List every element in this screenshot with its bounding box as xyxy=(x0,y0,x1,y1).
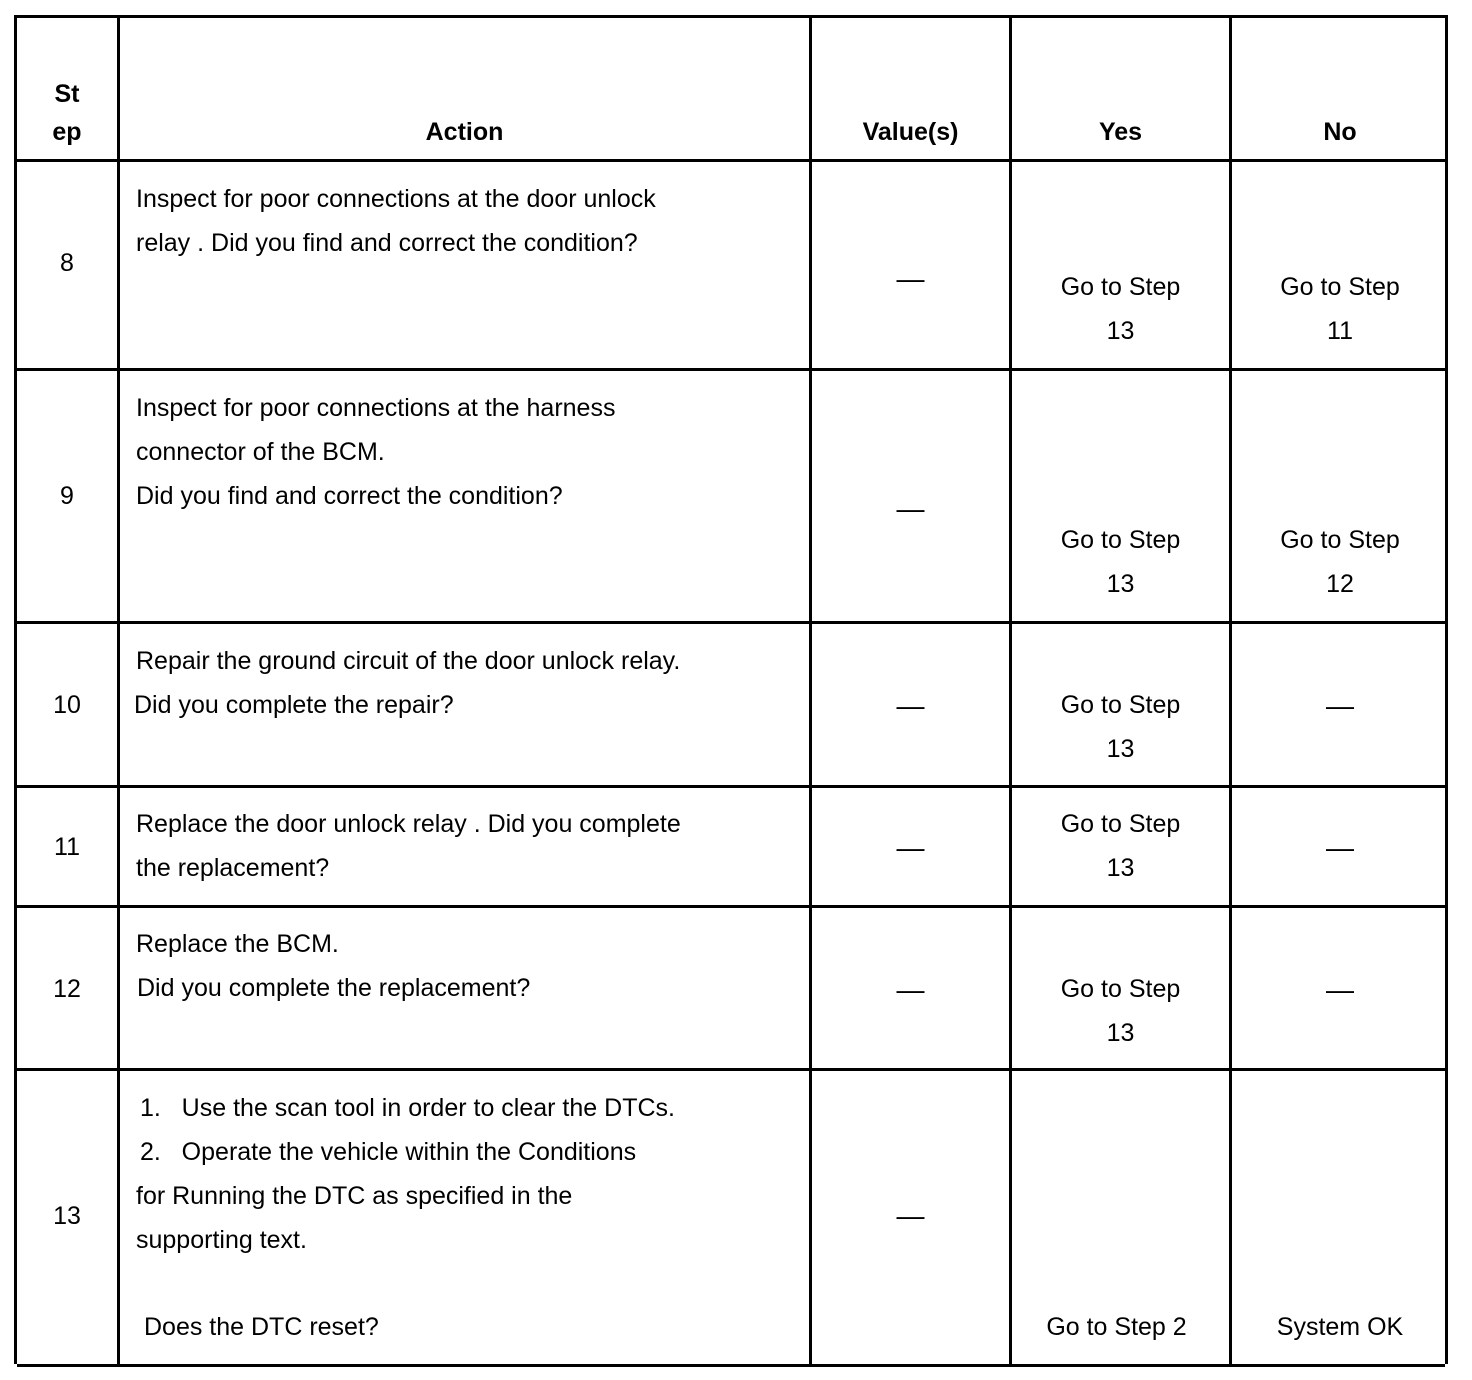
value-cell xyxy=(812,905,1012,1068)
yes-cell xyxy=(1012,621,1232,785)
header-values-cell xyxy=(812,18,1012,159)
step-cell xyxy=(17,785,120,905)
no-cell xyxy=(1232,368,1448,621)
action-line: Repair the ground circuit of the door unlock relay. xyxy=(136,647,681,675)
header-no: No xyxy=(1323,118,1357,146)
action-line: connector of the BCM. xyxy=(136,438,385,466)
action-line: Did you find and correct the condition? xyxy=(136,482,563,510)
step-number: 13 xyxy=(53,1202,81,1230)
value-dash: — xyxy=(896,690,925,721)
action-cell xyxy=(120,368,812,621)
value-dash: — xyxy=(896,263,925,294)
value-cell xyxy=(812,1068,1012,1364)
yes-cell xyxy=(1012,1068,1232,1364)
action-line: for Running the DTC as specified in the xyxy=(136,1182,573,1210)
yes-goto xyxy=(1012,683,1229,771)
action-line: Did you complete the replacement? xyxy=(137,974,531,1002)
step-cell xyxy=(17,368,120,621)
yes-goto-step: 13 xyxy=(1106,1019,1135,1047)
yes-goto: Go to Step 2 xyxy=(1046,1313,1187,1341)
value-dash: — xyxy=(896,974,925,1005)
action-line: Inspect for poor connections at the door unlock xyxy=(136,185,656,213)
action-question: Does the DTC reset? xyxy=(144,1313,379,1341)
action-cell xyxy=(120,785,812,905)
header-no-cell xyxy=(1232,18,1448,159)
table-row xyxy=(17,368,1445,624)
yes-goto xyxy=(1012,802,1229,890)
header-action-cell xyxy=(120,18,812,159)
table-row xyxy=(17,621,1445,788)
value-cell xyxy=(812,368,1012,621)
no-goto-step: 11 xyxy=(1327,317,1353,345)
header-yes-cell xyxy=(1012,18,1232,159)
header-yes: Yes xyxy=(1098,118,1143,146)
yes-goto-label: Go to Step xyxy=(1060,526,1181,554)
yes-goto-step: 13 xyxy=(1106,570,1135,598)
yes-cell xyxy=(1012,785,1232,905)
action-text xyxy=(136,177,656,265)
header-row xyxy=(17,18,1445,162)
step-number: 9 xyxy=(60,482,74,510)
no-cell xyxy=(1232,621,1448,785)
yes-cell xyxy=(1012,159,1232,368)
action-text xyxy=(136,386,615,518)
table-row xyxy=(17,905,1445,1071)
action-line: Did you complete the repair? xyxy=(134,691,454,719)
yes-cell xyxy=(1012,905,1232,1068)
action-line: relay . Did you find and correct the condition? xyxy=(136,229,638,257)
action-cell xyxy=(120,1068,812,1364)
yes-cell xyxy=(1012,368,1232,621)
action-line: Inspect for poor connections at the harness xyxy=(136,394,616,422)
header-step-line2: ep xyxy=(52,118,82,146)
yes-goto-label: Go to Step xyxy=(1060,691,1181,719)
action-line: supporting text. xyxy=(136,1226,307,1254)
yes-goto-step: 13 xyxy=(1106,854,1135,882)
yes-goto-step: 13 xyxy=(1106,735,1135,763)
action-text xyxy=(136,922,530,1010)
no-cell xyxy=(1232,785,1448,905)
step-number: 11 xyxy=(54,833,80,861)
yes-goto xyxy=(1012,265,1229,353)
action-line: 1. Use the scan tool in order to clear the DTCs. xyxy=(140,1094,675,1122)
no-goto-step: 12 xyxy=(1326,570,1354,598)
step-cell xyxy=(17,905,120,1068)
header-values: Value(s) xyxy=(862,118,959,146)
action-cell xyxy=(120,621,812,785)
action-text xyxy=(136,1086,675,1262)
value-cell xyxy=(812,159,1012,368)
action-cell xyxy=(120,905,812,1068)
yes-goto xyxy=(1012,518,1229,606)
no-goto xyxy=(1232,265,1448,353)
header-step-cell xyxy=(17,18,120,159)
no-goto-label: Go to Step xyxy=(1280,526,1400,554)
action-text xyxy=(136,802,681,890)
action-text xyxy=(134,639,680,727)
header-action: Action xyxy=(425,118,504,146)
no-cell xyxy=(1232,159,1448,368)
no-dash: — xyxy=(1326,690,1354,721)
step-cell xyxy=(17,159,120,368)
yes-goto-label: Go to Step xyxy=(1060,975,1181,1003)
action-line: Replace the BCM. xyxy=(136,930,339,958)
step-cell xyxy=(17,1068,120,1364)
step-cell xyxy=(17,621,120,785)
value-dash: — xyxy=(896,1200,925,1231)
action-line: Replace the door unlock relay . Did you complete xyxy=(136,810,681,838)
header-step-line1: St xyxy=(54,80,80,108)
no-goto xyxy=(1232,518,1448,606)
diagnostic-table xyxy=(14,15,1448,1364)
yes-goto-label: Go to Step xyxy=(1060,273,1181,301)
header-step xyxy=(17,75,117,151)
no-goto-label: Go to Step xyxy=(1280,273,1400,301)
yes-goto-label: Go to Step xyxy=(1060,810,1181,838)
no-dash: — xyxy=(1326,974,1354,1005)
table-row xyxy=(17,1068,1445,1367)
value-dash: — xyxy=(896,832,925,863)
no-dash: — xyxy=(1326,832,1354,863)
step-number: 8 xyxy=(60,249,74,277)
action-cell xyxy=(120,159,812,368)
step-number: 10 xyxy=(53,691,81,719)
table-row xyxy=(17,785,1445,908)
value-dash: — xyxy=(896,493,925,524)
no-result: System OK xyxy=(1276,1313,1404,1341)
yes-goto xyxy=(1012,967,1229,1055)
yes-goto-step: 13 xyxy=(1106,317,1135,345)
no-cell xyxy=(1232,905,1448,1068)
no-cell xyxy=(1232,1068,1448,1364)
value-cell xyxy=(812,785,1012,905)
step-number: 12 xyxy=(53,975,81,1003)
action-line: 2. Operate the vehicle within the Conditions xyxy=(140,1138,637,1166)
value-cell xyxy=(812,621,1012,785)
action-line: the replacement? xyxy=(136,854,330,882)
table-row xyxy=(17,159,1445,371)
